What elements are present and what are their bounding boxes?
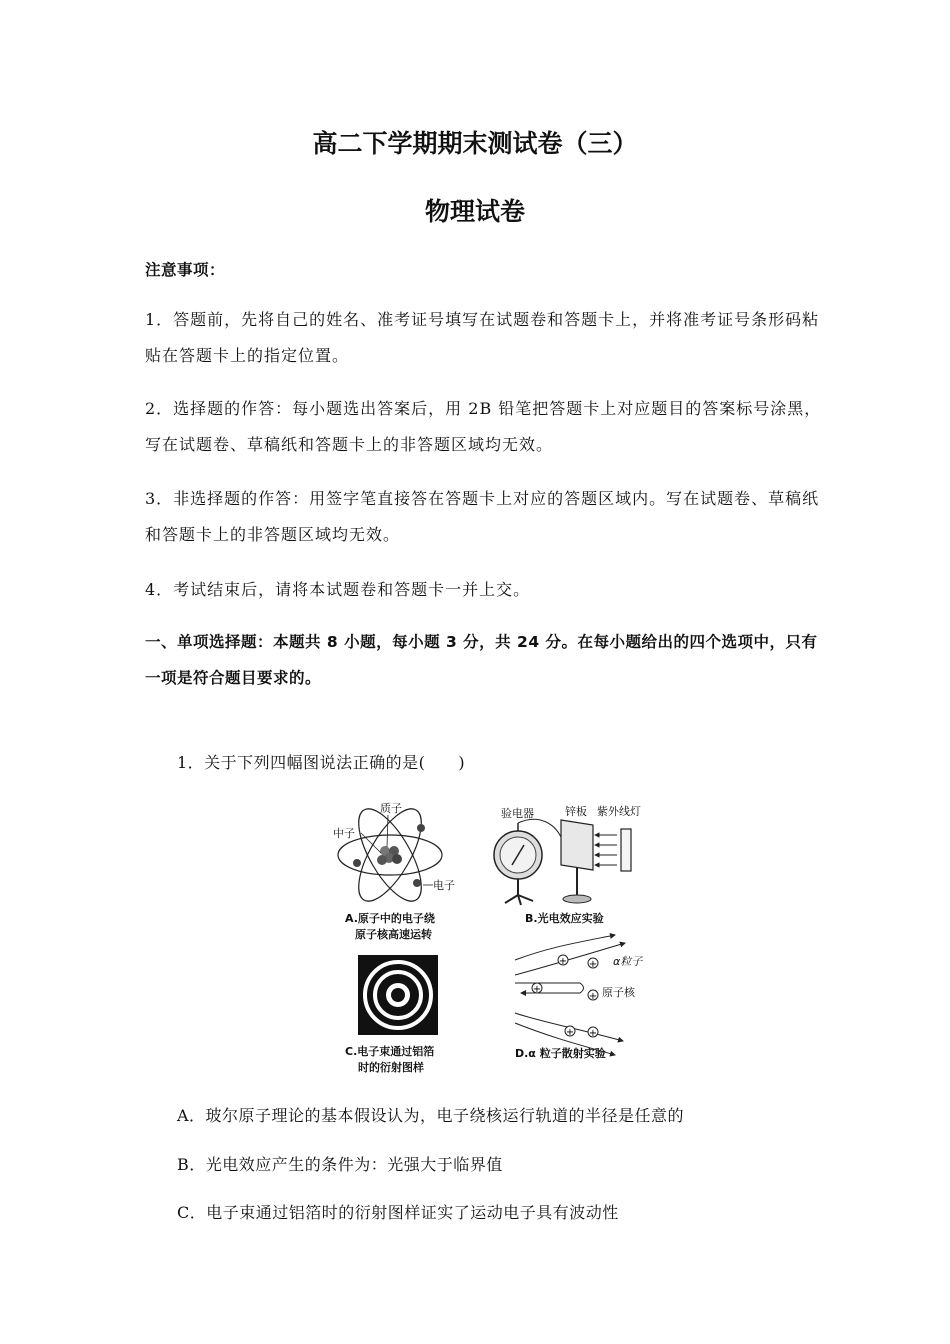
notice-item-4: 4．考试结束后，请将本试题卷和答题卡一并上交。 <box>145 580 531 599</box>
notice-item-2: 2．选择题的作答：每小题选出答案后，用 2B 铅笔把答题卡上对应题目的答案标号涂黑，写在试题卷、草稿纸和答题卡上的非答题区域均无效。 <box>145 399 822 454</box>
alpha-scattering-diagram <box>515 935 643 1060</box>
option-b: B．光电效应产生的条件为：光强大于临界值 <box>177 1155 503 1174</box>
notice-item-3: 3．非选择题的作答：用签字笔直接答在答题卡上对应的答题区域内。写在试题卷、草稿纸和答题卡上的非答题区域均无效。 <box>145 489 820 544</box>
svg-text:+: + <box>588 959 598 970</box>
option-c: C．电子束通过铝箔时的衍射图样证实了运动电子具有波动性 <box>177 1203 619 1222</box>
label-alpha-particle: α粒子 <box>613 955 643 968</box>
option-a: A．玻尔原子理论的基本假设认为，电子绕核运行轨道的半径是任意的 <box>177 1106 685 1125</box>
svg-text:+: + <box>565 1027 575 1038</box>
notice-item-1: 1．答题前，先将自己的姓名、准考证号填写在试题卷和答题卡上，并将准考证号条形码粘贴在答题卡上的指定位置。 <box>145 310 820 365</box>
exam-title: 高二下学期期末测试卷（三） <box>312 129 638 158</box>
label-nucleus: 原子核 <box>602 986 635 999</box>
svg-text:+: + <box>588 1028 598 1039</box>
caption-c-line2: 时的衍射图样 <box>358 1061 424 1074</box>
label-uv-lamp: 紫外线灯 <box>597 805 641 818</box>
label-proton: 质子 <box>380 802 402 815</box>
caption-d: D.α 粒子散射实验 <box>515 1047 606 1060</box>
diffraction-pattern <box>345 955 438 1074</box>
question-1-stem: 1．关于下列四幅图说法正确的是( ) <box>177 753 466 772</box>
label-neutron: 中子 <box>333 827 355 840</box>
label-electron: 电子 <box>433 879 455 892</box>
section-1-heading: 一、单项选择题：本题共 8 小题，每小题 3 分，共 24 分。在每小题给出的四个选项中，只有一项是符合题目要求的。 <box>145 633 818 687</box>
caption-b: B.光电效应实验 <box>525 912 604 925</box>
notice-heading: 注意事项： <box>145 261 226 279</box>
caption-a-line1: A.原子中的电子绕 <box>345 912 435 925</box>
label-electroscope: 验电器 <box>501 807 534 820</box>
question-1-figure <box>325 795 655 1085</box>
svg-text:+: + <box>558 956 568 967</box>
caption-a-line2: 原子核高速运转 <box>355 928 432 941</box>
svg-text:+: + <box>588 991 598 1002</box>
svg-text:+: + <box>532 984 542 995</box>
caption-c-line1: C.电子束通过铝箔 <box>345 1045 435 1058</box>
label-zinc-plate: 锌板 <box>565 805 587 818</box>
atom-model-diagram <box>333 800 455 941</box>
photoelectric-diagram <box>494 804 641 925</box>
exam-subtitle: 物理试卷 <box>424 197 525 226</box>
